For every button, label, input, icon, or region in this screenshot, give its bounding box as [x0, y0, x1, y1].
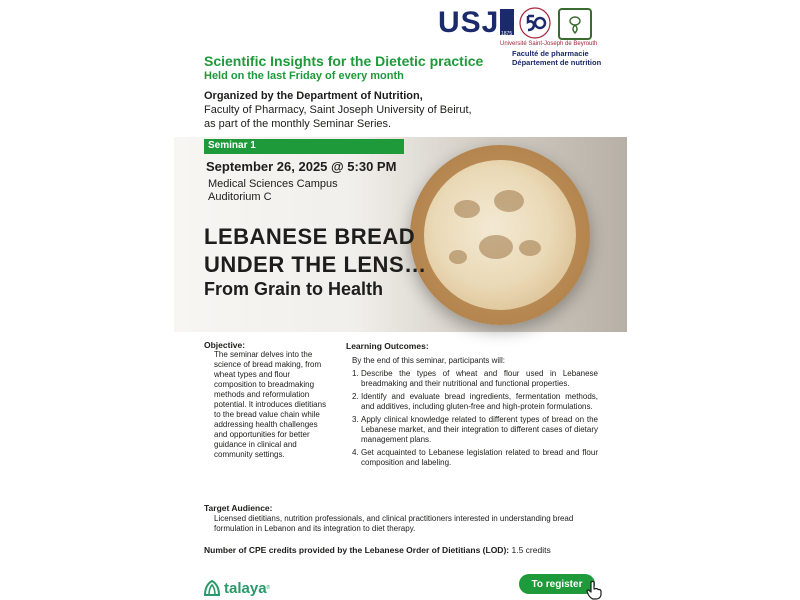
bread-toast-mark [494, 190, 524, 212]
seminar-campus: Medical Sciences Campus [208, 178, 338, 190]
list-item-text: Apply clinical knowledge related to different types of bread on the Lebanese market, and their integration to different cases of dietary management plans. [361, 415, 598, 444]
cpe-value: 1.5 credits [511, 545, 551, 555]
university-name: Université Saint-Joseph de Beyrouth [500, 41, 598, 47]
list-item [352, 448, 598, 468]
series-subtitle: Held on the last Friday of every month [204, 70, 404, 82]
cpe-label: Number of CPE credits provided by the Lebanese Order of Dietitians (LOD): [204, 545, 510, 555]
seminar-tag: Seminar 1 [204, 139, 404, 154]
headline-subtitle: From Grain to Health [204, 279, 384, 299]
register-button[interactable]: To register [519, 574, 595, 594]
talaya-wordmark: talaya [224, 579, 267, 597]
objective-heading: Objective: [204, 340, 246, 350]
seminar-room: Auditorium C [208, 191, 272, 203]
bread-toast-mark [479, 235, 513, 259]
usj-founding-year: 1875 [501, 31, 513, 37]
headline-line-2: UNDER THE LENS… [204, 252, 427, 277]
learning-outcomes-intro: By the end of this seminar, participants will: [352, 356, 505, 365]
organizer-line-1: Organized by the Department of Nutrition, [204, 90, 423, 102]
list-item-number: 3. [352, 415, 359, 424]
registered-mark: ® [266, 585, 271, 591]
department-name: Département de nutrition [512, 58, 602, 67]
cpe-credits [204, 545, 551, 555]
bread-toast-mark [519, 240, 541, 256]
list-item-text: Identify and evaluate bread ingredients, fermentation methods, and additives, including gluten-free and high-protein formulations. [361, 392, 598, 411]
target-audience-text: Licensed dietitians, nutrition professionals, and clinical practitioners interested in understanding bread formulation in Lebanon and its integration to diet therapy. [214, 514, 574, 533]
learning-outcomes-heading: Learning Outcomes: [346, 341, 429, 351]
list-item-text: Describe the types of wheat and flour used in Lebanese breadmaking and their nutritional and functional properties. [361, 369, 598, 388]
list-item [352, 415, 598, 445]
anniversary-seal-icon [518, 6, 552, 40]
list-item [352, 369, 598, 389]
list-item-number: 2. [352, 392, 359, 401]
organizer-line-2: Faculty of Pharmacy, Saint Joseph University of Beirut, [204, 104, 472, 116]
seminar-date: September 26, 2025 @ 5:30 PM [206, 159, 397, 174]
faculty-name: Faculté de pharmacie [512, 49, 589, 58]
usj-logo-text: USJ [438, 6, 500, 39]
objective-text: The seminar delves into the science of bread making, from wheat types and flour composition to breadmaking methods and reformulation potential. It introduces dietitians to the bread value chain while addressing health challenges and opportunities for better guidance in clinical and community settings. [214, 350, 327, 459]
list-item-number: 4. [352, 448, 359, 457]
target-audience-heading: Target Audience: [204, 503, 273, 513]
headline-line-1: LEBANESE BREAD [204, 224, 416, 249]
talaya-logo [203, 579, 270, 597]
learning-outcomes-list [352, 369, 598, 471]
pharmacy-faculty-emblem-icon [558, 8, 592, 40]
bread-image [424, 160, 576, 310]
list-item-text: Get acquainted to Lebanese legislation related to bread and flour composition and labeling. [361, 448, 598, 467]
organizer-line-3: as part of the monthly Seminar Series. [204, 118, 392, 130]
talaya-leaf-icon [203, 579, 221, 597]
list-item-number: 1. [352, 369, 359, 378]
hand-pointer-icon [585, 580, 603, 600]
bread-toast-mark [454, 200, 480, 218]
series-title: Scientific Insights for the Dietetic practice [204, 53, 484, 69]
list-item [352, 392, 598, 412]
bread-toast-mark [449, 250, 467, 264]
